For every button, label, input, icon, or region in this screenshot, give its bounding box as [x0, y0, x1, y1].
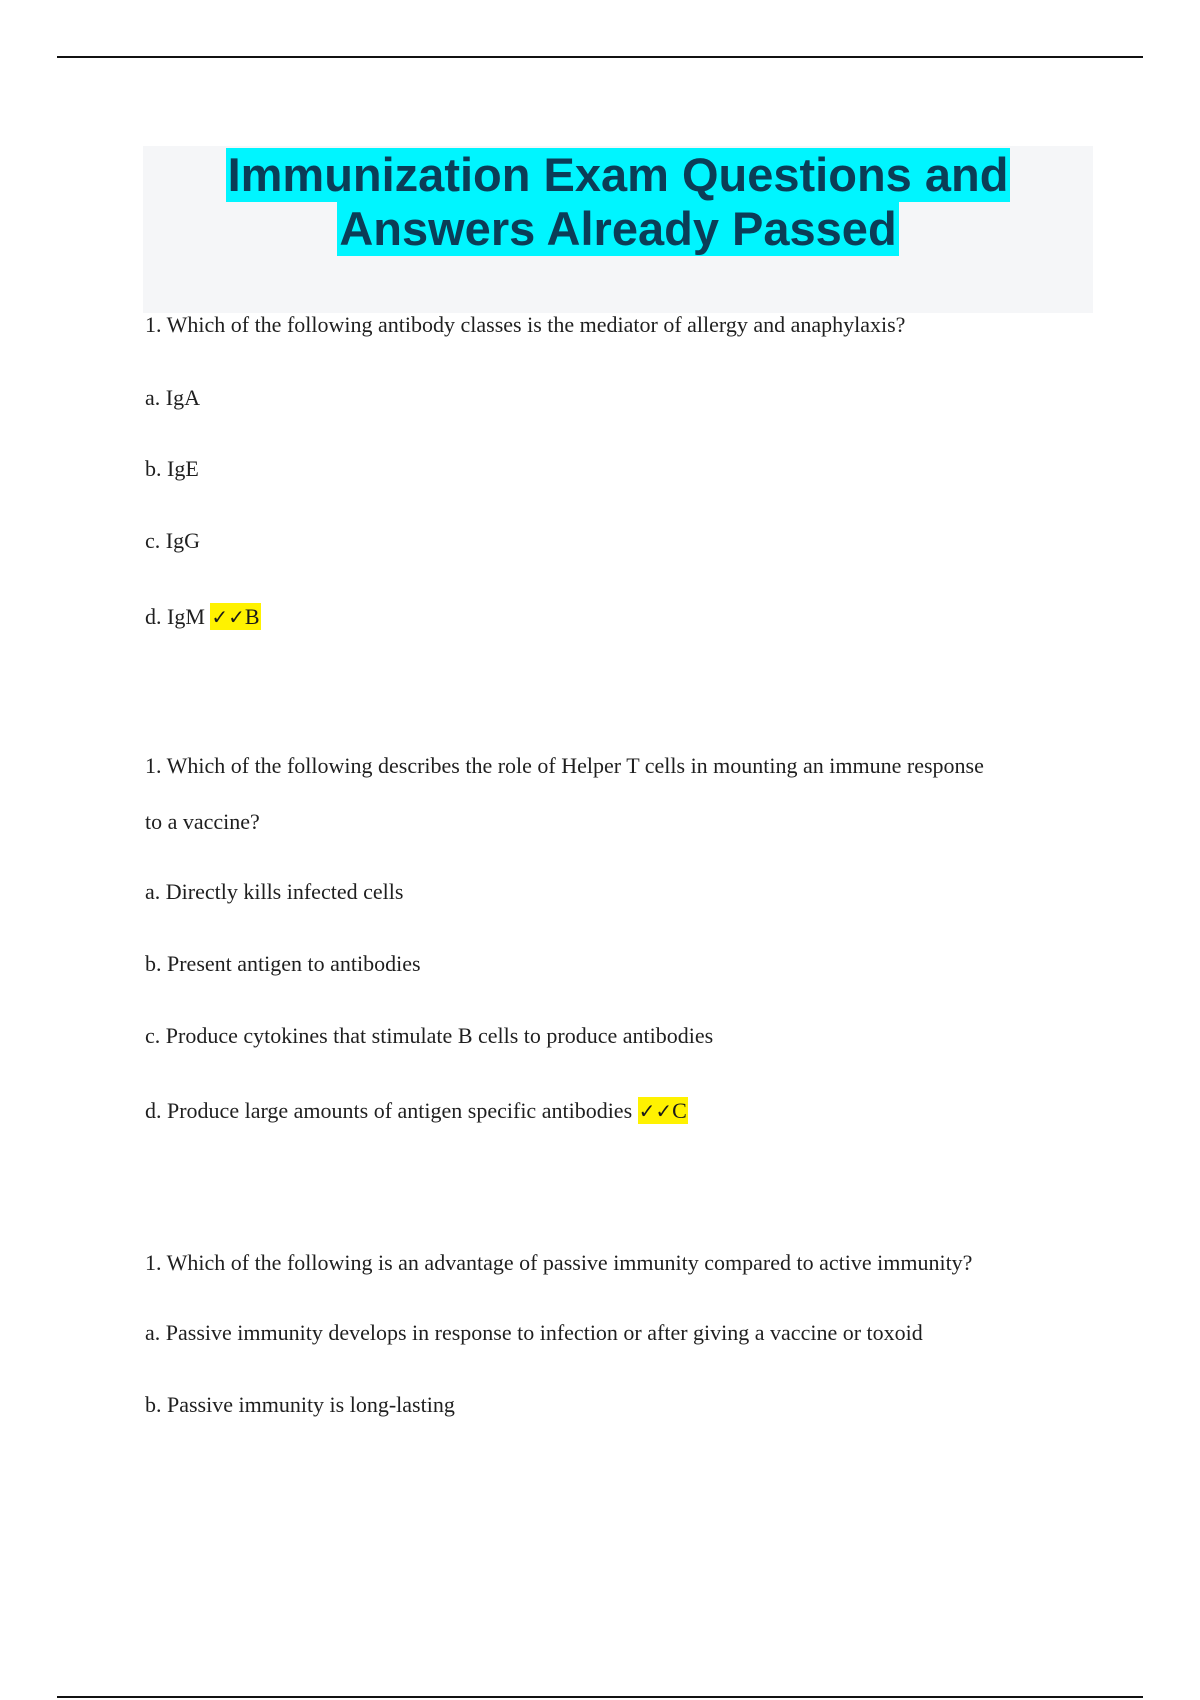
question-1-option-a: a. IgA	[145, 385, 200, 410]
top-rule	[57, 56, 1143, 58]
title-banner	[143, 146, 1093, 313]
double-check-icon: ✓✓	[211, 605, 245, 629]
question-1-option-c: c. IgG	[145, 528, 200, 553]
question-2-text-line-1: 1. Which of the following describes the role of Helper T cells in mounting an immune response	[145, 753, 984, 778]
question-3-option-a: a. Passive immunity develops in response to infection or after giving a vaccine or toxoid	[145, 1320, 923, 1345]
double-check-icon: ✓✓	[638, 1099, 673, 1123]
question-2-option-b: b. Present antigen to antibodies	[145, 951, 421, 976]
answer-letter: B	[244, 604, 260, 629]
question-3-text: 1. Which of the following is an advantage of passive immunity compared to active immunity?	[145, 1250, 973, 1275]
bottom-rule	[57, 1696, 1143, 1698]
answer-letter: C	[672, 1098, 687, 1123]
page-title-line-2: Answers Already Passed	[339, 202, 897, 255]
question-2-option-d	[145, 1097, 688, 1125]
question-1-option-d	[145, 603, 261, 631]
question-2-option-c: c. Produce cytokines that stimulate B cells to produce antibodies	[145, 1023, 714, 1048]
answer-badge	[638, 1097, 688, 1124]
question-1-option-d-label: d. IgM	[145, 604, 205, 629]
question-3-option-b: b. Passive immunity is long-lasting	[145, 1392, 455, 1417]
answer-badge	[210, 603, 260, 630]
question-2-option-a: a. Directly kills infected cells	[145, 879, 404, 904]
question-1-option-b: b. IgE	[145, 456, 199, 481]
question-2-option-d-label: d. Produce large amounts of antigen specific antibodies	[145, 1098, 633, 1123]
question-1-text: 1. Which of the following antibody classes is the mediator of allergy and anaphylaxis?	[145, 312, 906, 337]
page-title-line-1: Immunization Exam Questions and	[227, 148, 1009, 201]
question-2-text-line-2: to a vaccine?	[145, 809, 260, 834]
